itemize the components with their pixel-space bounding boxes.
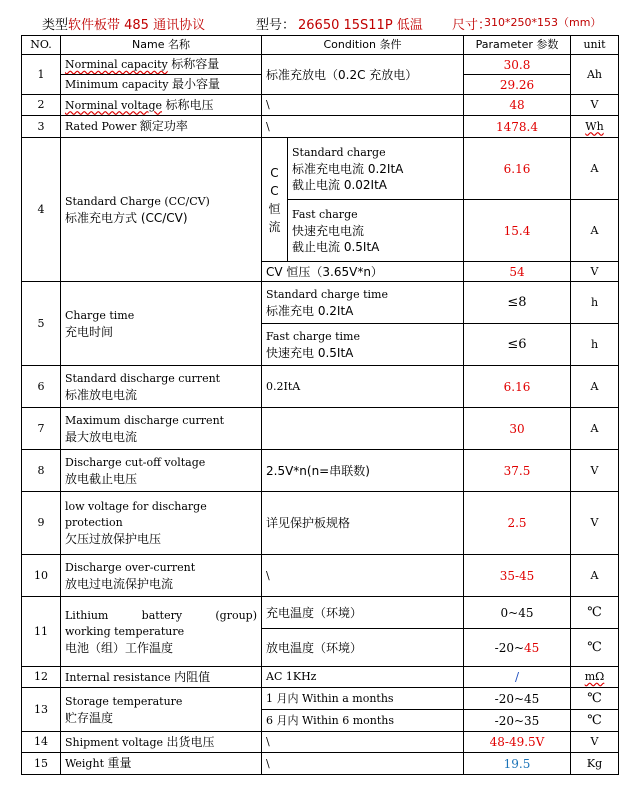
row-condition: AC 1KHz bbox=[262, 667, 464, 688]
row-name: Rated Power 额定功率 bbox=[61, 116, 262, 138]
row-value: 30 bbox=[464, 408, 571, 450]
row-no: 6 bbox=[22, 366, 61, 408]
row-condition: 6 月内 Within 6 months bbox=[262, 710, 464, 732]
row-value: 2.5 bbox=[464, 492, 571, 555]
row-unit: A bbox=[571, 200, 619, 262]
row-name: low voltage for discharge protection 欠压过放保护电压 bbox=[61, 492, 262, 555]
row-no: 15 bbox=[22, 753, 61, 775]
fast-charge-condition: Fast charge 快速充电电流 截止电流 0.5ItA bbox=[288, 200, 464, 262]
row-name: Discharge cut-off voltage 放电截止电压 bbox=[61, 450, 262, 492]
header-row bbox=[22, 36, 619, 55]
table-row bbox=[22, 366, 619, 408]
row-name: Norminal voltage 标称电压 bbox=[61, 95, 262, 116]
table-row bbox=[22, 55, 619, 75]
table-row bbox=[22, 492, 619, 555]
cv-condition: CV 恒压（3.65V*n） bbox=[262, 262, 464, 282]
table-row bbox=[22, 95, 619, 116]
row-unit: mΩ bbox=[571, 667, 619, 688]
std-charge-condition: Standard charge 标准充电电流 0.2ItA 截止电流 0.02ItA bbox=[288, 138, 464, 200]
row-condition: Fast charge time 快速充电 0.5ItA bbox=[262, 324, 464, 366]
row-condition: 0.2ItA bbox=[262, 366, 464, 408]
row-unit: Wh bbox=[571, 116, 619, 138]
spec-table bbox=[21, 35, 619, 775]
row-no: 11 bbox=[22, 597, 61, 667]
row-unit: A bbox=[571, 366, 619, 408]
row-unit: ℃ bbox=[571, 629, 619, 667]
row-value: 29.26 bbox=[464, 75, 571, 95]
row-value: 6.16 bbox=[464, 138, 571, 200]
col-name: Name 名称 bbox=[61, 36, 262, 55]
row-condition: 1 月内 Within a months bbox=[262, 688, 464, 710]
row-value: -20~45 bbox=[464, 629, 571, 667]
row-name: Standard discharge current 标准放电电流 bbox=[61, 366, 262, 408]
row-name: Discharge over-current 放电过电流保护电流 bbox=[61, 555, 262, 597]
row-no: 12 bbox=[22, 667, 61, 688]
row-unit: V bbox=[571, 450, 619, 492]
table-row bbox=[22, 282, 619, 324]
col-condition: Condition 条件 bbox=[262, 36, 464, 55]
col-parameter: Parameter 参数 bbox=[464, 36, 571, 55]
row-unit: ℃ bbox=[571, 597, 619, 629]
row-value: 35-45 bbox=[464, 555, 571, 597]
row-no: 2 bbox=[22, 95, 61, 116]
table-row bbox=[22, 667, 619, 688]
row-condition: \ bbox=[262, 555, 464, 597]
cc-label: C C 恒 流 bbox=[262, 138, 288, 262]
row-name: Shipment voltage 出货电压 bbox=[61, 732, 262, 753]
row-value: / bbox=[464, 667, 571, 688]
row-value: ≤6 bbox=[464, 324, 571, 366]
row-name: Charge time 充电时间 bbox=[61, 282, 262, 366]
row-unit: ℃ bbox=[571, 710, 619, 732]
row-unit: ℃ bbox=[571, 688, 619, 710]
row-value: -20~45 bbox=[464, 688, 571, 710]
row-name: Internal resistance 内阻值 bbox=[61, 667, 262, 688]
row-value: 1478.4 bbox=[464, 116, 571, 138]
row-condition: \ bbox=[262, 753, 464, 775]
size-value: 310*250*153（mm） bbox=[484, 16, 602, 29]
row-value: 37.5 bbox=[464, 450, 571, 492]
row-condition: 详见保护板规格 bbox=[262, 492, 464, 555]
row-condition: Standard charge time 标准充电 0.2ItA bbox=[262, 282, 464, 324]
row-unit: A bbox=[571, 408, 619, 450]
row-condition: 充电温度（环境） bbox=[262, 597, 464, 629]
row-value: 6.16 bbox=[464, 366, 571, 408]
row-unit: A bbox=[571, 138, 619, 200]
row-name: Standard Charge (CC/CV) 标准充电方式 (CC/CV) bbox=[61, 138, 262, 282]
row-condition: \ bbox=[262, 95, 464, 116]
row-unit: V bbox=[571, 95, 619, 116]
col-no: NO. bbox=[22, 36, 61, 55]
row-condition: 标准充放电（0.2C 充放电） bbox=[262, 55, 464, 95]
row-condition: 2.5V*n(n=串联数) bbox=[262, 450, 464, 492]
col-unit: unit bbox=[571, 36, 619, 55]
model-label: 型号： bbox=[256, 18, 296, 33]
row-no: 3 bbox=[22, 116, 61, 138]
row-no: 9 bbox=[22, 492, 61, 555]
table-row bbox=[22, 138, 619, 200]
table-row bbox=[22, 555, 619, 597]
row-value: 48 bbox=[464, 95, 571, 116]
row-condition: \ bbox=[262, 732, 464, 753]
type-value: 软件板带 485 通讯协议 bbox=[68, 18, 206, 33]
row-value: -20~35 bbox=[464, 710, 571, 732]
row-name: Storage temperature 贮存温度 bbox=[61, 688, 262, 732]
row-name: Lithium battery (group) working temperature 电池（组）工作温度 bbox=[61, 597, 262, 667]
row-name: Norminal capacity 标称容量 bbox=[61, 55, 262, 75]
row-no: 5 bbox=[22, 282, 61, 366]
table-row bbox=[22, 753, 619, 775]
row-no: 8 bbox=[22, 450, 61, 492]
table-row bbox=[22, 597, 619, 629]
row-no: 4 bbox=[22, 138, 61, 282]
row-value: 15.4 bbox=[464, 200, 571, 262]
row-name: Weight 重量 bbox=[61, 753, 262, 775]
row-condition bbox=[262, 408, 464, 450]
type-label: 类型 bbox=[42, 18, 69, 33]
row-value: ≤8 bbox=[464, 282, 571, 324]
row-value: 48-49.5V bbox=[464, 732, 571, 753]
table-row bbox=[22, 732, 619, 753]
size-label: 尺寸： bbox=[452, 18, 492, 33]
row-condition: 放电温度（环境） bbox=[262, 629, 464, 667]
row-no: 10 bbox=[22, 555, 61, 597]
table-row bbox=[22, 116, 619, 138]
row-no: 14 bbox=[22, 732, 61, 753]
row-value: 0~45 bbox=[464, 597, 571, 629]
table-row bbox=[22, 450, 619, 492]
model-value: 26650 15S11P 低温 bbox=[298, 18, 423, 33]
row-unit: Kg bbox=[571, 753, 619, 775]
row-unit: V bbox=[571, 492, 619, 555]
row-no: 13 bbox=[22, 688, 61, 732]
table-row bbox=[22, 408, 619, 450]
row-name: Minimum capacity 最小容量 bbox=[61, 75, 262, 95]
row-value: 30.8 bbox=[464, 55, 571, 75]
row-unit: V bbox=[571, 732, 619, 753]
row-unit: Ah bbox=[571, 55, 619, 95]
row-unit: h bbox=[571, 282, 619, 324]
row-value: 19.5 bbox=[464, 753, 571, 775]
row-condition: \ bbox=[262, 116, 464, 138]
row-unit: h bbox=[571, 324, 619, 366]
row-name: Maximum discharge current 最大放电电流 bbox=[61, 408, 262, 450]
document-header bbox=[0, 10, 642, 34]
row-value: 54 bbox=[464, 262, 571, 282]
row-no: 7 bbox=[22, 408, 61, 450]
row-no: 1 bbox=[22, 55, 61, 95]
table-row bbox=[22, 688, 619, 710]
row-unit: A bbox=[571, 555, 619, 597]
row-unit: V bbox=[571, 262, 619, 282]
